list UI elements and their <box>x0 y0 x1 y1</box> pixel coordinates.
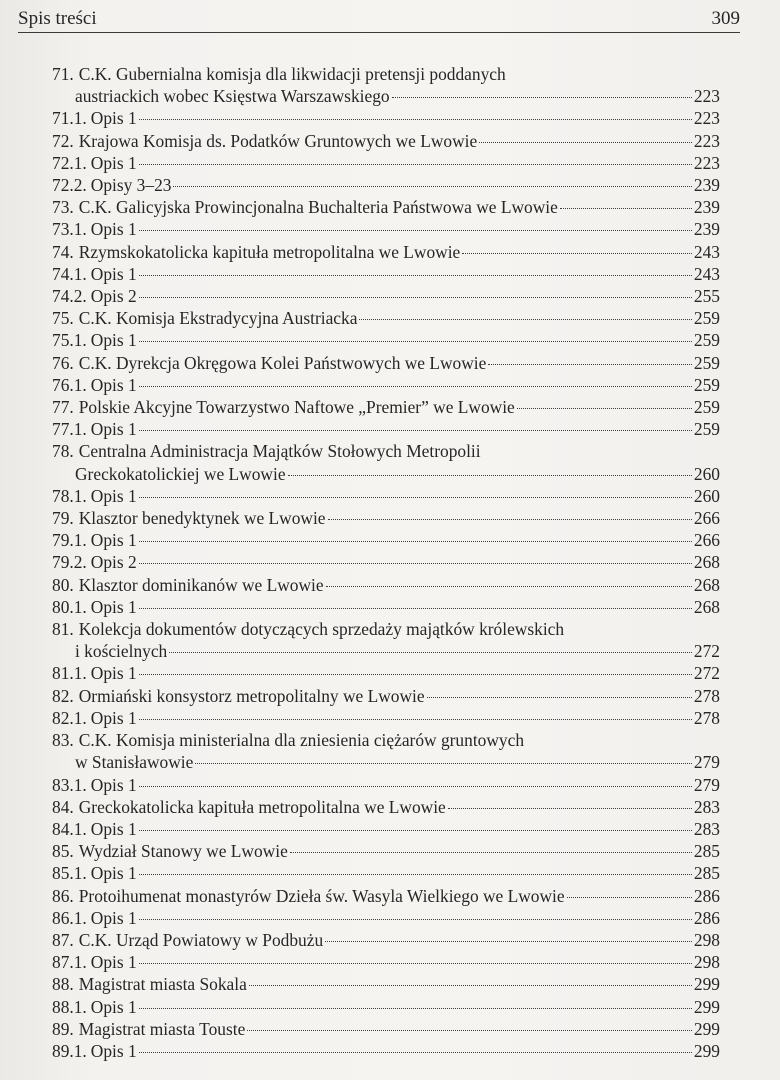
toc-entry <box>52 796 720 818</box>
toc-entry-line <box>52 529 720 551</box>
toc-entry-page: 283 <box>693 818 720 839</box>
toc-entry-page: 279 <box>693 752 720 773</box>
toc-entry <box>52 973 720 995</box>
toc-entry-page: 299 <box>693 1040 720 1061</box>
toc-entry <box>52 662 720 684</box>
dot-leader <box>139 786 692 787</box>
toc-entry-page: 272 <box>693 663 720 684</box>
toc-entry-page: 268 <box>693 574 720 595</box>
toc-entry-page: 266 <box>693 508 720 529</box>
toc-entry-title: Klasztor benedyktynek we Lwowie <box>78 508 326 529</box>
toc-entry-page: 243 <box>693 263 720 284</box>
toc-entry-number: 88. <box>52 974 74 995</box>
toc-entry-title: Krajowa Komisja ds. Podatków Gruntowych we Lwowie <box>78 130 478 151</box>
running-head-page-number: 309 <box>711 8 740 29</box>
toc-entry-page: 259 <box>693 330 720 351</box>
dot-leader <box>560 208 692 209</box>
toc-entry-page: 285 <box>693 863 720 884</box>
toc-entry <box>52 996 720 1018</box>
toc-entry <box>52 885 720 907</box>
toc-entry-title: Wydział Stanowy we Lwowie <box>78 841 288 862</box>
toc-entry-title: Opis 1 <box>90 952 137 973</box>
toc-entry-title: Opis 1 <box>90 419 137 440</box>
dot-leader <box>448 808 692 809</box>
toc-entry <box>52 241 720 263</box>
toc-entry-page: 285 <box>693 841 720 862</box>
dot-leader <box>139 919 692 920</box>
toc-entry-title: Opis 1 <box>90 374 137 395</box>
toc-entry-number: 74. <box>52 241 74 262</box>
toc-entry-title: Opis 1 <box>90 152 137 173</box>
toc-entry-title: Opis 2 <box>90 552 137 573</box>
toc-entry-line <box>52 241 720 263</box>
toc-entry-number: 86. <box>52 885 74 906</box>
toc-entry <box>52 507 720 529</box>
dot-leader <box>139 674 692 675</box>
toc-entry-page: 260 <box>693 463 720 484</box>
toc-entry-number: 88.1. <box>52 996 87 1017</box>
toc-entry-line <box>52 1040 720 1062</box>
dot-leader <box>139 297 692 298</box>
toc-entry-page: 239 <box>693 219 720 240</box>
toc-entry-line <box>52 418 720 440</box>
toc-entry-page: 283 <box>693 796 720 817</box>
toc-entry-title: Opis 1 <box>90 663 137 684</box>
toc-entry-line <box>52 707 720 729</box>
toc-entry-number: 71. <box>52 64 74 84</box>
toc-entry <box>52 485 720 507</box>
toc-entry-line <box>52 729 720 751</box>
toc-entry-page: 243 <box>693 241 720 262</box>
dot-leader <box>139 608 692 609</box>
dot-leader <box>139 719 692 720</box>
table-of-contents <box>52 63 720 1062</box>
toc-entry <box>52 618 720 662</box>
dot-leader <box>328 519 692 520</box>
toc-entry-page: 259 <box>693 352 720 373</box>
toc-entry-number: 84. <box>52 796 74 817</box>
toc-entry-number: 76.1. <box>52 374 87 395</box>
toc-entry-page: 286 <box>693 885 720 906</box>
dot-leader <box>139 275 692 276</box>
toc-entry-line <box>52 507 720 529</box>
toc-entry-title: Magistrat miasta Sokala <box>78 974 247 995</box>
toc-entry-page: 279 <box>693 774 720 795</box>
dot-leader <box>139 563 692 564</box>
toc-entry-number: 83. <box>52 730 74 751</box>
toc-entry-number: 71.1. <box>52 108 87 129</box>
toc-entry-number: 84.1. <box>52 818 87 839</box>
toc-entry-page: 272 <box>693 641 720 662</box>
toc-entry-title: Opis 1 <box>90 263 137 284</box>
toc-entry-page: 268 <box>693 552 720 573</box>
toc-entry-title: Magistrat miasta Touste <box>78 1018 246 1039</box>
dot-leader <box>139 1052 692 1053</box>
toc-entry-title: Opis 1 <box>90 907 137 928</box>
toc-entry-line <box>52 107 720 129</box>
toc-entry-line <box>52 440 720 462</box>
toc-entry-line <box>52 885 720 907</box>
toc-entry-number: 86.1. <box>52 907 87 928</box>
toc-entry-title: Greckokatolicka kapituła metropolitalna we Lwowie <box>78 796 446 817</box>
toc-entry-title: C.K. Komisja ministerialna dla zniesienia ciężarów gruntowych <box>78 730 525 751</box>
toc-entry-number: 72.1. <box>52 152 87 173</box>
toc-entry-title: Opis 1 <box>90 996 137 1017</box>
toc-entry-line <box>52 485 720 507</box>
toc-entry-line <box>52 774 720 796</box>
toc-entry-number: 81. <box>52 619 74 640</box>
toc-entry-page: 278 <box>693 685 720 706</box>
dot-leader <box>359 319 691 320</box>
toc-entry-number: 75.1. <box>52 330 87 351</box>
dot-leader <box>139 430 692 431</box>
toc-entry-line <box>52 174 720 196</box>
toc-entry-line <box>52 218 720 240</box>
toc-entry <box>52 63 720 107</box>
toc-entry-page: 259 <box>693 308 720 329</box>
toc-entry-title: Rzymskokatolicka kapituła metropolitalna we Lwowie <box>78 241 461 262</box>
toc-entry-title: Opis 1 <box>90 1040 137 1061</box>
toc-entry-page: 299 <box>693 996 720 1017</box>
toc-entry-title: Opis 1 <box>90 863 137 884</box>
toc-entry-page: 259 <box>693 374 720 395</box>
toc-entry-number: 82. <box>52 685 74 706</box>
toc-entry-title: Opis 2 <box>90 286 137 307</box>
toc-entry-number: 77. <box>52 397 74 418</box>
toc-entry <box>52 307 720 329</box>
toc-entry-line <box>52 1018 720 1040</box>
toc-entry-line <box>52 662 720 684</box>
dot-leader <box>139 119 692 120</box>
toc-entry-page: 239 <box>693 175 720 196</box>
dot-leader <box>173 186 691 187</box>
toc-entry-line <box>52 307 720 329</box>
toc-entry-line <box>52 596 720 618</box>
toc-entry-page: 260 <box>693 485 720 506</box>
toc-entry-page: 223 <box>693 130 720 151</box>
toc-entry-number: 83.1. <box>52 774 87 795</box>
dot-leader <box>139 1008 692 1009</box>
toc-entry-title: Kolekcja dokumentów dotyczących sprzedaży majątków królewskich <box>78 619 565 640</box>
toc-entry-title: Centralna Administracja Majątków Stołowych Metropolii <box>78 441 481 462</box>
toc-entry-title: C.K. Galicyjska Prowincjonalna Buchalteria Państwowa we Lwowie <box>78 197 558 218</box>
toc-entry-line <box>52 862 720 884</box>
toc-entry-number: 87. <box>52 929 74 950</box>
toc-entry-title: Greckokatolickiej we Lwowie <box>75 463 286 484</box>
toc-entry-line <box>52 618 720 640</box>
dot-leader <box>139 230 692 231</box>
toc-entry-line <box>52 951 720 973</box>
toc-entry <box>52 396 720 418</box>
toc-entry <box>52 529 720 551</box>
toc-entry-title: Opis 1 <box>90 330 137 351</box>
dot-leader <box>169 652 692 653</box>
toc-entry-number: 79.2. <box>52 552 87 573</box>
toc-entry-page: 299 <box>693 974 720 995</box>
toc-entry-number: 80.1. <box>52 596 87 617</box>
dot-leader <box>139 341 692 342</box>
toc-entry <box>52 951 720 973</box>
toc-entry-page: 239 <box>693 197 720 218</box>
toc-entry <box>52 596 720 618</box>
running-head <box>18 6 740 33</box>
toc-entry-line <box>52 574 720 596</box>
toc-entry-line <box>52 352 720 374</box>
toc-entry <box>52 1040 720 1062</box>
toc-entry-number: 89.1. <box>52 1040 87 1061</box>
toc-entry <box>52 218 720 240</box>
toc-entry-page: 266 <box>693 530 720 551</box>
toc-entry-number: 85. <box>52 841 74 862</box>
toc-entry <box>52 574 720 596</box>
dot-leader <box>517 408 692 409</box>
toc-entry-number: 78.1. <box>52 485 87 506</box>
toc-entry-number: 79. <box>52 508 74 529</box>
toc-entry-page: 223 <box>693 152 720 173</box>
dot-leader <box>488 364 692 365</box>
toc-entry-title: austriackich wobec Księstwa Warszawskiego <box>75 86 390 107</box>
toc-entry-page: 298 <box>693 929 720 950</box>
toc-entry <box>52 929 720 951</box>
toc-entry <box>52 685 720 707</box>
toc-entry <box>52 862 720 884</box>
toc-entry-page: 255 <box>693 286 720 307</box>
toc-entry-title: Opis 1 <box>90 596 137 617</box>
toc-entry-title: Opis 1 <box>90 530 137 551</box>
dot-leader <box>195 763 692 764</box>
dot-leader <box>139 386 692 387</box>
toc-entry <box>52 174 720 196</box>
toc-entry-number: 80. <box>52 574 74 595</box>
toc-entry-title: C.K. Komisja Ekstradycyjna Austriacka <box>78 308 358 329</box>
toc-entry-title: Ormiański konsystorz metropolitalny we Lwowie <box>78 685 425 706</box>
toc-entry-line <box>52 818 720 840</box>
toc-entry-page: 259 <box>693 419 720 440</box>
toc-entry-line <box>52 840 720 862</box>
toc-entry-number: 79.1. <box>52 530 87 551</box>
dot-leader <box>462 253 692 254</box>
toc-entry-title: w Stanisławowie <box>75 752 194 773</box>
toc-entry-line <box>52 551 720 573</box>
toc-entry-title: Opis 1 <box>90 219 137 240</box>
toc-entry <box>52 285 720 307</box>
toc-entry-page: 298 <box>693 952 720 973</box>
toc-entry <box>52 774 720 796</box>
toc-entry-line <box>52 152 720 174</box>
toc-entry-number: 74.2. <box>52 286 87 307</box>
dot-leader <box>139 830 692 831</box>
dot-leader <box>479 142 692 143</box>
toc-entry <box>52 352 720 374</box>
toc-entry-title: C.K. Urząd Powiatowy w Podbużu <box>78 929 324 950</box>
toc-entry-line <box>52 130 720 152</box>
toc-entry-number: 76. <box>52 352 74 373</box>
toc-entry-line <box>52 685 720 707</box>
dot-leader <box>288 475 692 476</box>
dot-leader <box>567 897 692 898</box>
toc-entry-title: Opisy 3–23 <box>90 175 172 196</box>
toc-entry <box>52 729 720 773</box>
dot-leader <box>326 586 692 587</box>
toc-entry-title: Polskie Akcyjne Towarzystwo Naftowe „Premier” we Lwowie <box>78 397 515 418</box>
toc-entry-number: 78. <box>52 441 74 462</box>
dot-leader <box>247 1030 692 1031</box>
toc-entry-number: 72. <box>52 130 74 151</box>
toc-entry-title: Protoihumenat monastyrów Dzieła św. Wasyla Wielkiego we Lwowie <box>78 885 565 906</box>
toc-entry-line <box>52 751 720 773</box>
toc-entry-line <box>52 996 720 1018</box>
toc-entry-line <box>52 929 720 951</box>
toc-entry-line <box>52 63 720 85</box>
toc-entry <box>52 196 720 218</box>
running-head-title: Spis treści <box>18 8 97 29</box>
toc-entry <box>52 1018 720 1040</box>
toc-entry-line <box>52 796 720 818</box>
dot-leader <box>325 941 692 942</box>
toc-entry-title: Opis 1 <box>90 774 137 795</box>
toc-entry <box>52 707 720 729</box>
dot-leader <box>139 497 692 498</box>
toc-entry-page: 223 <box>693 86 720 107</box>
toc-entry-number: 75. <box>52 308 74 329</box>
toc-entry <box>52 440 720 484</box>
toc-entry-line <box>52 907 720 929</box>
dot-leader <box>139 541 692 542</box>
toc-entry <box>52 818 720 840</box>
toc-entry-page: 299 <box>693 1018 720 1039</box>
toc-entry-title: Opis 1 <box>90 818 137 839</box>
toc-entry-title: C.K. Gubernialna komisja dla likwidacji pretensji poddanych <box>78 64 506 84</box>
toc-entry-line <box>52 285 720 307</box>
dot-leader <box>139 963 692 964</box>
toc-entry-number: 85.1. <box>52 863 87 884</box>
toc-entry-number: 89. <box>52 1018 74 1039</box>
toc-entry <box>52 263 720 285</box>
dot-leader <box>290 852 692 853</box>
toc-entry-title: Klasztor dominikanów we Lwowie <box>78 574 324 595</box>
toc-entry-line <box>52 463 720 485</box>
toc-entry-number: 73.1. <box>52 219 87 240</box>
dot-leader <box>249 985 692 986</box>
toc-entry-title: Opis 1 <box>90 108 137 129</box>
toc-entry-number: 74.1. <box>52 263 87 284</box>
toc-entry-title: i kościelnych <box>75 641 168 662</box>
toc-entry <box>52 152 720 174</box>
toc-entry-line <box>52 263 720 285</box>
toc-entry-page: 223 <box>693 108 720 129</box>
toc-entry-title: Opis 1 <box>90 707 137 728</box>
toc-entry-page: 268 <box>693 596 720 617</box>
toc-entry-page: 278 <box>693 707 720 728</box>
toc-entry-number: 77.1. <box>52 419 87 440</box>
toc-entry-line <box>52 85 720 107</box>
toc-entry-title: C.K. Dyrekcja Okręgowa Kolei Państwowych we Lwowie <box>78 352 487 373</box>
toc-entry-number: 82.1. <box>52 707 87 728</box>
toc-entry-line <box>52 396 720 418</box>
toc-entry-number: 72.2. <box>52 175 87 196</box>
toc-entry-page: 259 <box>693 397 720 418</box>
toc-entry-line <box>52 973 720 995</box>
toc-entry-title: Opis 1 <box>90 485 137 506</box>
toc-entry-line <box>52 329 720 351</box>
dot-leader <box>392 97 692 98</box>
dot-leader <box>139 164 692 165</box>
toc-entry <box>52 551 720 573</box>
toc-entry <box>52 907 720 929</box>
toc-entry-line <box>52 374 720 396</box>
toc-entry-page: 286 <box>693 907 720 928</box>
toc-entry <box>52 840 720 862</box>
toc-entry <box>52 329 720 351</box>
toc-entry-number: 73. <box>52 197 74 218</box>
toc-entry-number: 81.1. <box>52 663 87 684</box>
toc-entry <box>52 418 720 440</box>
toc-entry <box>52 374 720 396</box>
toc-entry <box>52 130 720 152</box>
toc-entry-number: 87.1. <box>52 952 87 973</box>
toc-entry <box>52 107 720 129</box>
toc-entry-line <box>52 640 720 662</box>
toc-entry-line <box>52 196 720 218</box>
dot-leader <box>139 874 692 875</box>
dot-leader <box>427 697 692 698</box>
